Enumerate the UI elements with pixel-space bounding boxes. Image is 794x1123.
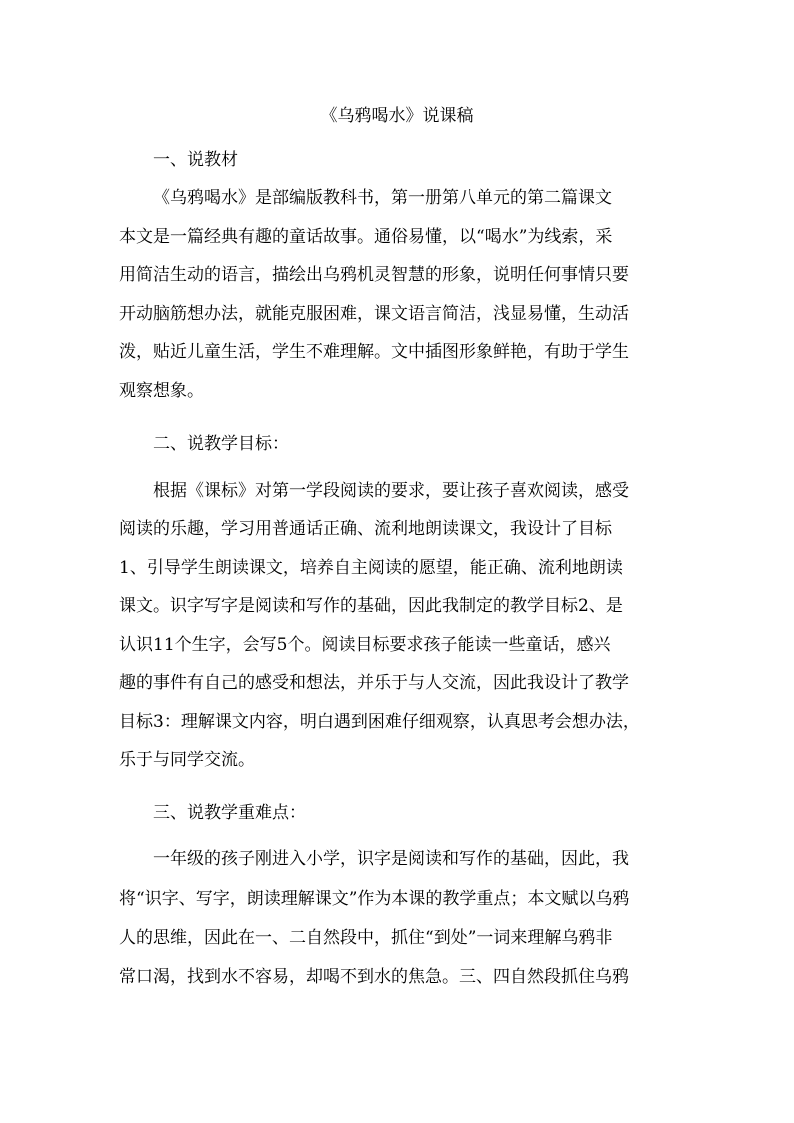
paragraph-line: 一年级的孩子刚进入小学，识字是阅读和写作的基础，因此，我 [153,849,629,869]
paragraph-line: 目标3：理解课文内容，明白遇到困难仔细观察，认真思考会想办法， [119,712,640,732]
paragraph-line: 用简洁生动的语言，描绘出乌鸦机灵智慧的形象，说明任何事情只要 [119,265,629,285]
paragraph-line: 根据《课标》对第一学段阅读的要求，要让孩子喜欢阅读，感受 [153,481,629,501]
paragraph-line: 阅读的乐趣，学习用普通话正确、流利地朗读课文，我设计了目标 [119,519,612,539]
paragraph-line: 泼，贴近儿童生活，学生不难理解。文中插图形象鲜艳，有助于学生 [119,342,629,362]
paragraph-line: 人的思维，因此在一、二自然段中，抓住“到处”一词来理解乌鸦非 [119,928,613,948]
paragraph-line: 课文。识字写字是阅读和写作的基础，因此我制定的教学目标2、是 [119,596,623,616]
paragraph-line: 常口渴，找到水不容易，却喝不到水的焦急。三、四自然段抓住乌鸦 [119,967,629,987]
paragraph-line: 观察想象。 [119,381,204,401]
paragraph-line: 《乌鸦喝水》是部编版教科书，第一册第八单元的第二篇课文 [153,188,612,208]
paragraph-line: 本文是一篇经典有趣的童话故事。通俗易懂，以“喝水”为线索，采 [119,227,613,247]
paragraph-line: 乐于与同学交流。 [119,750,255,770]
document-title: 《乌鸦喝水》说课稿 [320,106,474,126]
paragraph-line: 认识11个生字，会写5个。阅读目标要求孩子能读一些童话，感兴 [119,635,611,655]
paragraph-line: 开动脑筋想办法，就能克服困难，课文语言简洁，浅显易懂，生动活 [119,304,629,324]
section-heading-2: 二、说教学目标： [153,434,289,454]
section-heading-1: 一、说教材 [153,150,238,170]
paragraph-line: 趣的事件有自己的感受和想法，并乐于与人交流，因此我设计了教学 [119,673,629,693]
paragraph-line: 1、引导学生朗读课文，培养自主阅读的愿望，能正确、流利地朗读 [119,558,623,578]
paragraph-line: 将“识字、写字，朗读理解课文”作为本课的教学重点；本文赋以乌鸦 [119,889,630,909]
section-heading-3: 三、说教学重难点： [153,803,306,823]
